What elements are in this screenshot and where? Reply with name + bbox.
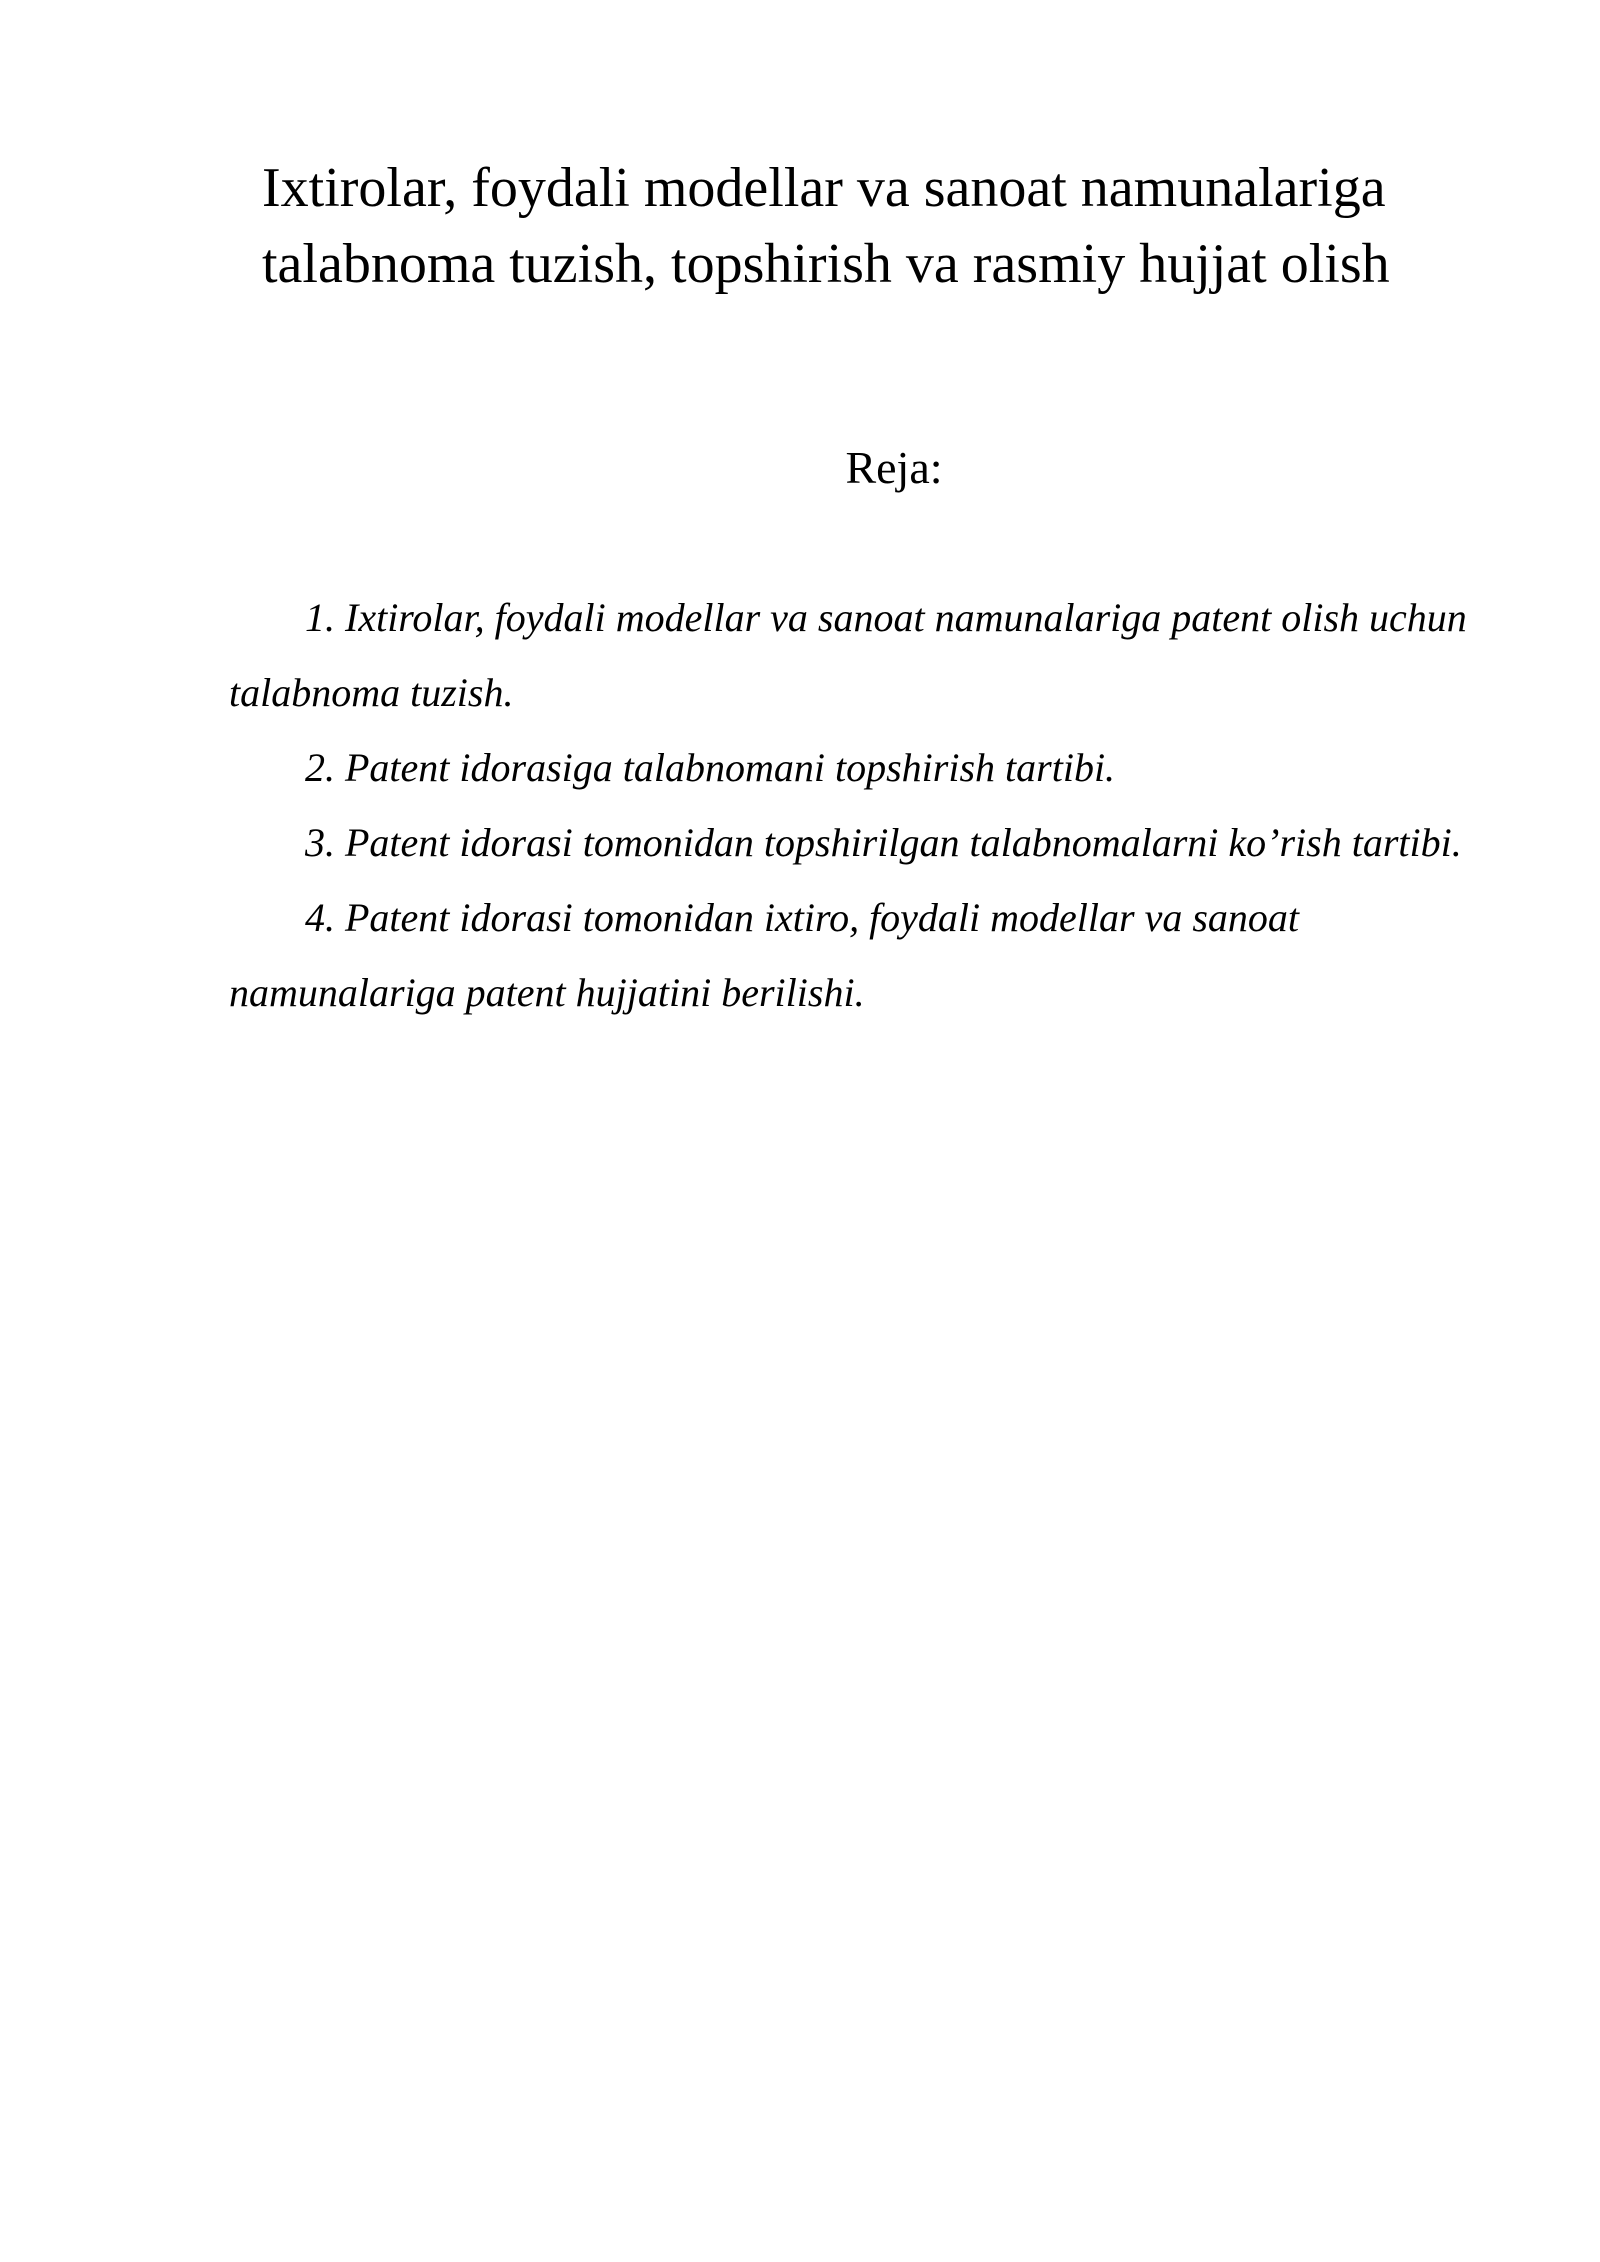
plan-list	[229, 580, 1489, 1030]
plan-item-4: 4. Patent idorasi tomonidan ixtiro, foydali modellar va sanoat namunalariga patent hujjatini berilishi.	[229, 895, 1300, 1015]
title-line-1: Ixtirolar, foydali modellar va sanoat namunalariga	[262, 157, 1386, 219]
plan-heading: Reja:	[845, 442, 943, 493]
plan-item-3: 3. Patent idorasi tomonidan topshirilgan talabnomalarni ko’rish tartibi.	[305, 820, 1462, 865]
document-title	[262, 150, 1462, 302]
plan-item-1: 1. Ixtirolar, foydali modellar va sanoat namunalariga patent olish uchun talabnoma tuzish.	[229, 595, 1467, 715]
title-line-2: talabnoma tuzish, topshirish va rasmiy hujjat olish	[262, 233, 1390, 295]
plan-item-2: 2. Patent idorasiga talabnomani topshirish tartibi.	[305, 745, 1116, 790]
